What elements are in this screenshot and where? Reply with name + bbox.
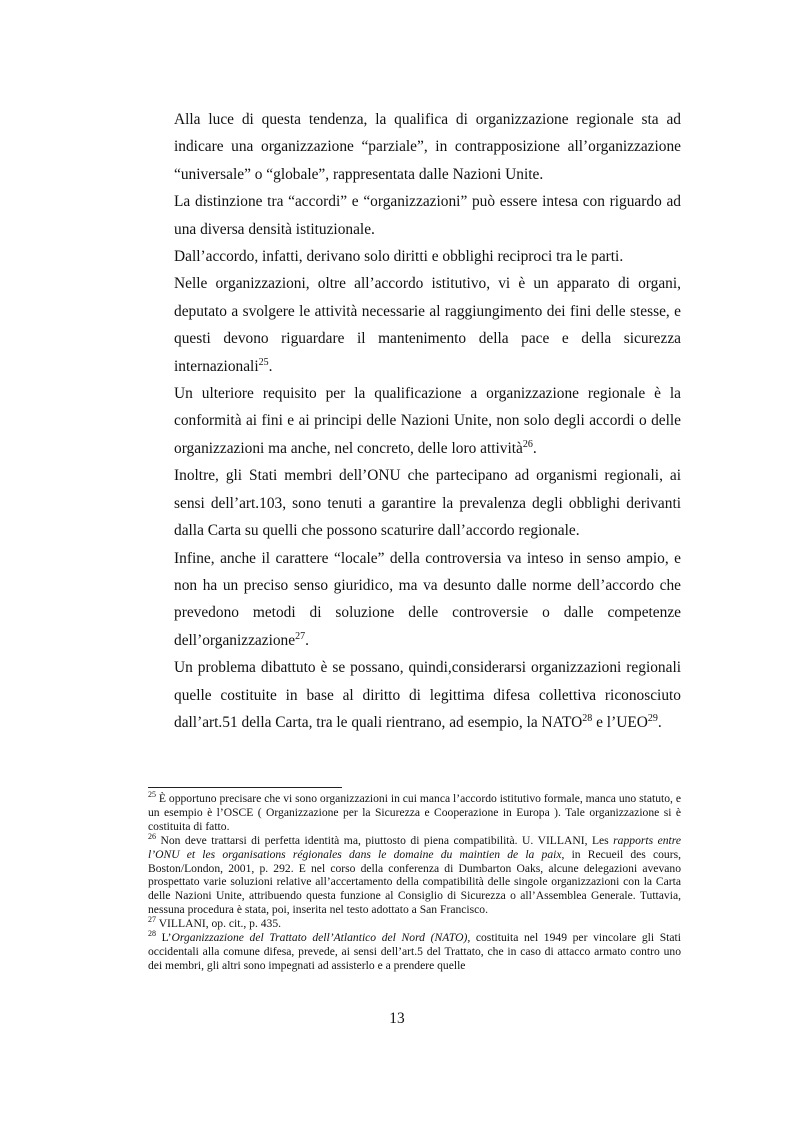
footnote: $^{26}$ Non deve trattarsi di perfetta identità ma, piuttosto di piena compatibilità. U. VILLANI, Les rapports entre l’ONU et les organisations régionales dans le domaine du maintien de la paix, in Recueil des cours, Boston/London, 2001, p. 292. E nel corso della conferenza di Dumbarton Oaks, alcune delegazioni avevano prospettato varie soluzioni relative all’accertamento della compatibilità delle singole organizzazioni con la Carta delle Nazioni Unite, attribuendo questa funzione al Consiglio di Sicurezza o all’Assemblea Generale. Tuttavia, nessuna procedura è stata, poi, inserita nel testo adottato a San Francisco. (148, 831, 681, 917)
paragraph: La distinzione tra “accordi” e “organizzazioni” può essere intesa con riguardo ad una diversa densità istituzionale. (174, 193, 681, 238)
paragraph: Inoltre, gli Stati membri dell’ONU che partecipano ad organismi regionali, ai sensi dell’art.103, sono tenuti a garantire la prevalenza degli obblighi derivanti dalla Carta su quelli che possono scaturire dall’accordo regionale. (174, 467, 681, 540)
footnote-number: 26 (148, 831, 156, 841)
paragraph: Dall’accordo, infatti, derivano solo diritti e obblighi reciproci tra le parti. (174, 248, 624, 266)
footnote-number: 25 (148, 790, 156, 800)
footnote: $^{25}$ È opportuno precisare che vi sono organizzazioni in cui manca l’accordo istitutivo formale, manca uno statuto, e un esempio è l’OSCE ( Organizzazione per la Sicurezza e Cooperazione in Europa ). Tale organizzazione si è costituita di fatto. (148, 790, 681, 833)
footnote: $^{28}$ L’Organizzazione del Trattato dell’Atlantico del Nord (NATO), costituita nel 1949 per vincolare gli Stati occidentali alla comune difesa, prevede, ai sensi dell’art.5 del Trattato, che in caso di attacco armato contro uno dei membri, gli altri sono impegnati ad assisterlo e a prendere quelle (148, 929, 681, 972)
paragraph: Nelle organizzazioni, oltre all’accordo istitutivo, vi è un apparato di organi, deputato a svolgere le attività necessarie al raggiungimento dei fini delle stesse, e questi devono riguardare il mantenimento della pace e della sicurezza internazionali$^{25}$. (174, 275, 681, 375)
footnote-ref[interactable]: 28 (582, 712, 593, 724)
footnote-ref[interactable]: 27 (295, 630, 306, 642)
page-number: 13 (389, 1010, 405, 1027)
footnote: $^{27}$ VILLANI, op. cit., p. 435. (148, 915, 282, 931)
paragraph: Alla luce di questa tendenza, la qualifica di organizzazione regionale sta ad indicare una organizzazione “parziale”, in contrapposizione all’organizzazione “universale” o “globale”, rappresentata dalle Nazioni Unite. (174, 111, 681, 183)
footnotes (148, 792, 681, 973)
footnote-separator (148, 787, 342, 788)
body-text (174, 106, 681, 736)
footnote-number: 27 (148, 915, 156, 925)
paragraph: Un problema dibattuto è se possano, quindi,considerarsi organizzazioni regionali quelle costituite in base al diritto di legittima difesa collettiva riconosciuto dall’art.51 della Carta, tra le quali rientrano, ad esempio, la NATO$^{28}$ e l’UEO$^{29}$. (174, 659, 681, 731)
paragraph: Infine, anche il carattere “locale” della controversia va inteso in senso ampio, e non ha un preciso senso giuridico, ma va desunto dalle norme dell’accordo che prevedono metodi di soluzione delle controversie o dalle competenze dell’organizzazione$^{27}$. (174, 549, 681, 649)
footnote-number: 28 (148, 929, 156, 939)
paragraph: Un ulteriore requisito per la qualificazione a organizzazione regionale è la conformità ai fini e ai principi delle Nazioni Unite, non solo degli accordi o delle organizzazioni ma anche, nel concreto, delle loro attività$^{26}$. (174, 385, 681, 457)
footnote-ref[interactable]: 26 (522, 438, 533, 450)
footnote-ref[interactable]: 25 (258, 356, 269, 368)
footnote-ref[interactable]: 29 (647, 712, 658, 724)
